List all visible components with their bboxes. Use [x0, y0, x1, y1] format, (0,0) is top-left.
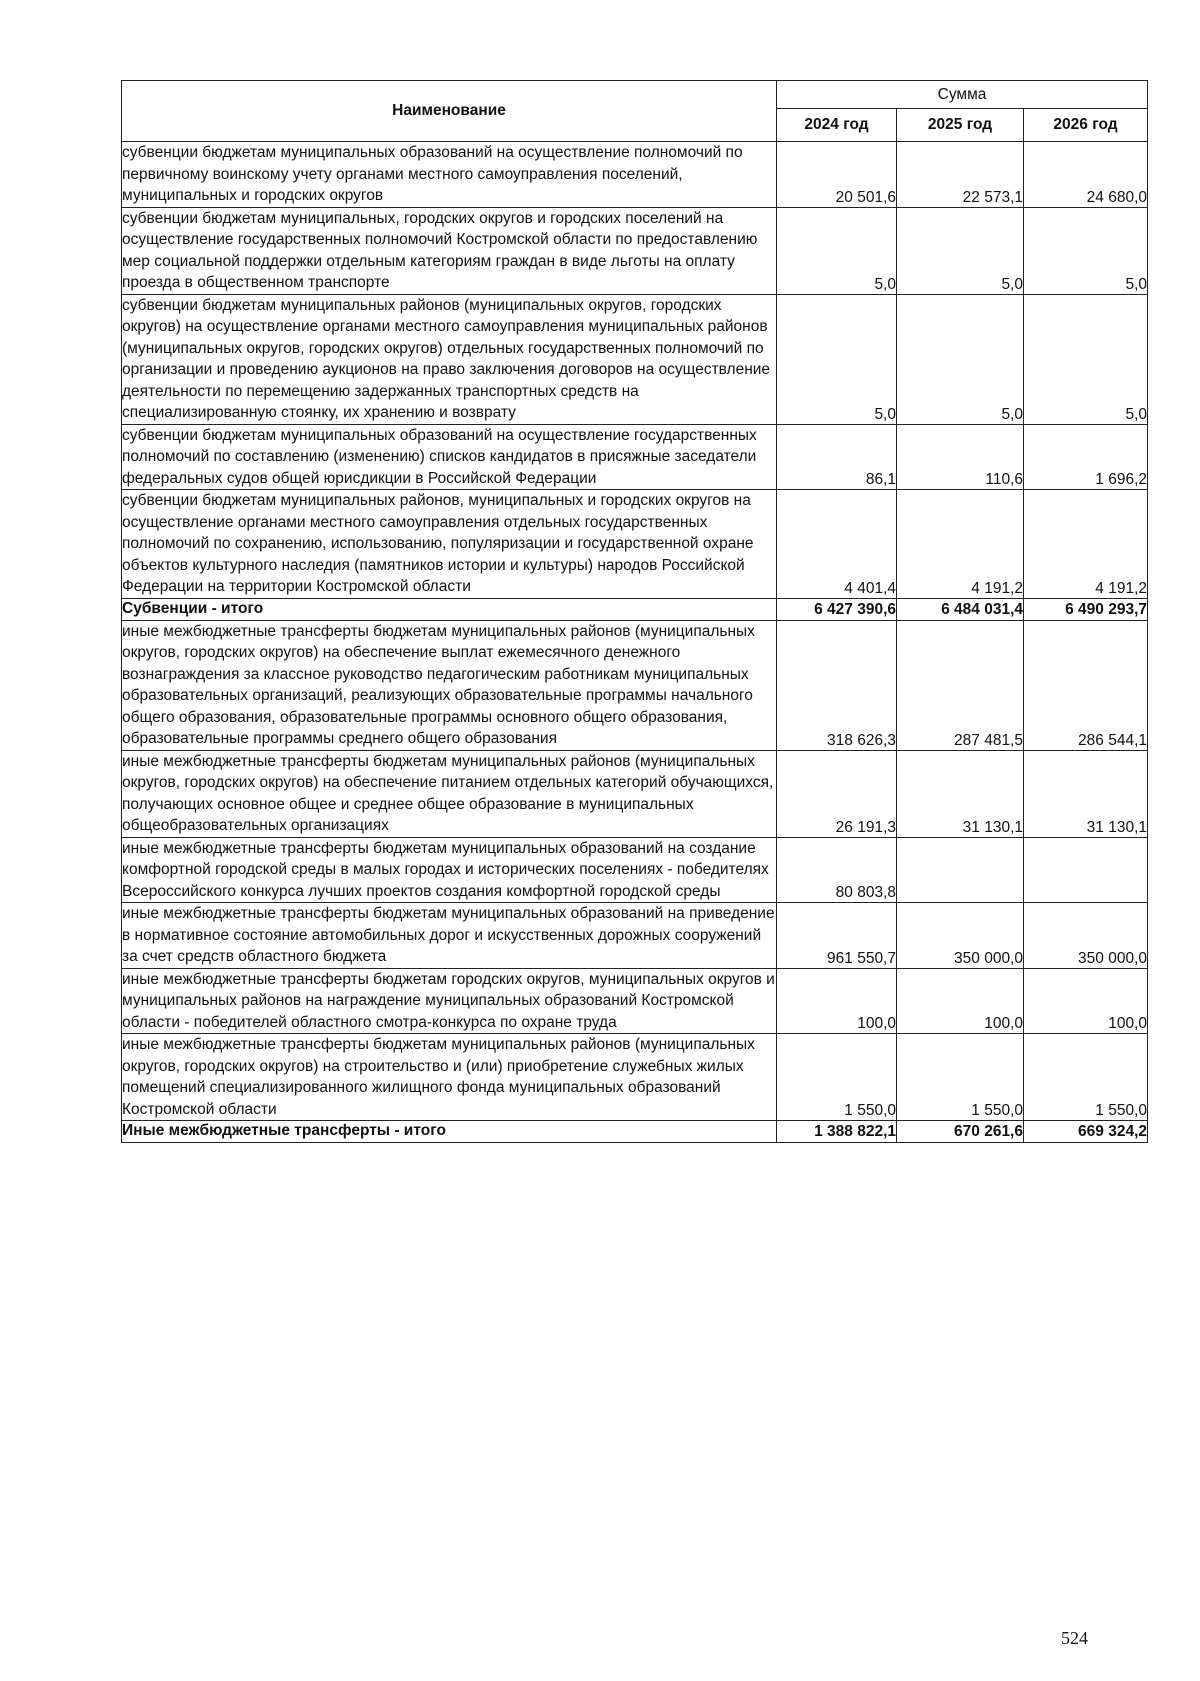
row-name: иные межбюджетные трансферты бюджетам муниципальных районов (муниципальных округов, городских округов) на обеспечение питанием отдельных категорий обучающихся, получающих основное общее и среднее общее образование в муниципальных общеобразовательных организациях [122, 750, 777, 837]
row-value-2026: 4 191,2 [1024, 490, 1148, 599]
row-value-2024: 318 626,3 [777, 620, 897, 750]
row-value-2025: 5,0 [897, 294, 1024, 424]
total-row [122, 1121, 1148, 1143]
table-body [122, 142, 1148, 1143]
row-value-2025: 6 484 031,4 [897, 598, 1024, 620]
row-value-2025: 670 261,6 [897, 1121, 1024, 1143]
row-name: иные межбюджетные трансферты бюджетам муниципальных образований на приведение в нормативное состояние автомобильных дорог и искусственных дорожных сооружений за счет средств областного бюджета [122, 903, 777, 969]
row-value-2024: 86,1 [777, 424, 897, 490]
table-row [122, 294, 1148, 424]
row-value-2024: 100,0 [777, 968, 897, 1034]
row-value-2024: 26 191,3 [777, 750, 897, 837]
header-year-2025: 2025 год [897, 109, 1024, 142]
row-value-2025: 1 550,0 [897, 1034, 1024, 1121]
row-value-2026: 1 696,2 [1024, 424, 1148, 490]
row-value-2026: 5,0 [1024, 294, 1148, 424]
header-name: Наименование [122, 81, 777, 142]
row-name: иные межбюджетные трансферты бюджетам муниципальных районов (муниципальных округов, городских округов) на строительство и (или) приобретение служебных жилых помещений специализированного жилищного фонда муниципальных образований Костромской области [122, 1034, 777, 1121]
row-value-2026: 350 000,0 [1024, 903, 1148, 969]
table-row [122, 620, 1148, 750]
total-row [122, 598, 1148, 620]
row-name: субвенции бюджетам муниципальных образований на осуществление полномочий по первичному воинскому учету органами местного самоуправления поселений, муниципальных и городских округов [122, 142, 777, 208]
row-value-2024: 6 427 390,6 [777, 598, 897, 620]
table-row [122, 207, 1148, 294]
row-value-2024: 20 501,6 [777, 142, 897, 208]
row-value-2024: 5,0 [777, 207, 897, 294]
row-value-2024: 1 388 822,1 [777, 1121, 897, 1143]
row-value-2024: 5,0 [777, 294, 897, 424]
header-row [122, 81, 1148, 109]
table-row [122, 903, 1148, 969]
row-value-2024: 80 803,8 [777, 837, 897, 903]
table-row [122, 490, 1148, 599]
row-name: иные межбюджетные трансферты бюджетам муниципальных районов (муниципальных округов, городских округов) на обеспечение выплат ежемесячного денежного вознаграждения за классное руководство педагогическим работникам муниципальных образовательных организаций, реализующих образовательные программы начального общего образования, образовательные программы основного общего образования, образовательные программы среднего общего образования [122, 620, 777, 750]
header-sum: Сумма [777, 81, 1148, 109]
row-name: Субвенции - итого [122, 598, 777, 620]
row-name: иные межбюджетные трансферты бюджетам городских округов, муниципальных округов и муниципальных районов на награждение муниципальных образований Костромской области - победителей областного смотра-конкурса по охране труда [122, 968, 777, 1034]
header-year-2024: 2024 год [777, 109, 897, 142]
table-row [122, 142, 1148, 208]
budget-table [121, 80, 1148, 1143]
row-name: субвенции бюджетам муниципальных районов, муниципальных и городских округов на осуществление органами местного самоуправления отдельных государственных полномочий по сохранению, использованию, популяризации и государственной охране объектов культурного наследия (памятников истории и культуры) народов Российской Федерации на территории Костромской области [122, 490, 777, 599]
row-value-2024: 4 401,4 [777, 490, 897, 599]
row-value-2026: 5,0 [1024, 207, 1148, 294]
row-value-2025: 110,6 [897, 424, 1024, 490]
table-row [122, 424, 1148, 490]
row-value-2025: 22 573,1 [897, 142, 1024, 208]
header-year-2026: 2026 год [1024, 109, 1148, 142]
row-name: субвенции бюджетам муниципальных образований на осуществление государственных полномочий по составлению (изменению) списков кандидатов в присяжные заседатели федеральных судов общей юрисдикции в Российской Федерации [122, 424, 777, 490]
table-row [122, 750, 1148, 837]
row-value-2025: 4 191,2 [897, 490, 1024, 599]
table-row [122, 968, 1148, 1034]
page-number: 524 [1061, 1628, 1088, 1648]
row-value-2026: 100,0 [1024, 968, 1148, 1034]
row-value-2026: 286 544,1 [1024, 620, 1148, 750]
row-value-2025 [897, 837, 1024, 903]
row-value-2026: 6 490 293,7 [1024, 598, 1148, 620]
row-value-2026: 24 680,0 [1024, 142, 1148, 208]
row-value-2025: 5,0 [897, 207, 1024, 294]
row-value-2025: 100,0 [897, 968, 1024, 1034]
row-value-2025: 350 000,0 [897, 903, 1024, 969]
row-value-2025: 287 481,5 [897, 620, 1024, 750]
row-value-2026: 1 550,0 [1024, 1034, 1148, 1121]
row-value-2026: 31 130,1 [1024, 750, 1148, 837]
row-name: Иные межбюджетные трансферты - итого [122, 1121, 777, 1143]
row-value-2024: 961 550,7 [777, 903, 897, 969]
row-value-2026: 669 324,2 [1024, 1121, 1148, 1143]
table-row [122, 837, 1148, 903]
row-value-2025: 31 130,1 [897, 750, 1024, 837]
row-name: субвенции бюджетам муниципальных районов (муниципальных округов, городских округов) на осуществление органами местного самоуправления муниципальных районов (муниципальных округов, городских округов) отдельных государственных полномочий по организации и проведению аукционов на право заключения договоров на осуществление деятельности по перемещению задержанных транспортных средств на специализированную стоянку, их хранению и возврату [122, 294, 777, 424]
row-name: субвенции бюджетам муниципальных, городских округов и городских поселений на осуществление государственных полномочий Костромской области по предоставлению мер социальной поддержки отдельным категориям граждан в виде льготы на оплату проезда в общественном транспорте [122, 207, 777, 294]
table-row [122, 1034, 1148, 1121]
row-value-2026 [1024, 837, 1148, 903]
row-name: иные межбюджетные трансферты бюджетам муниципальных образований на создание комфортной городской среды в малых городах и исторических поселениях - победителях Всероссийского конкурса лучших проектов создания комфортной городской среды [122, 837, 777, 903]
row-value-2024: 1 550,0 [777, 1034, 897, 1121]
